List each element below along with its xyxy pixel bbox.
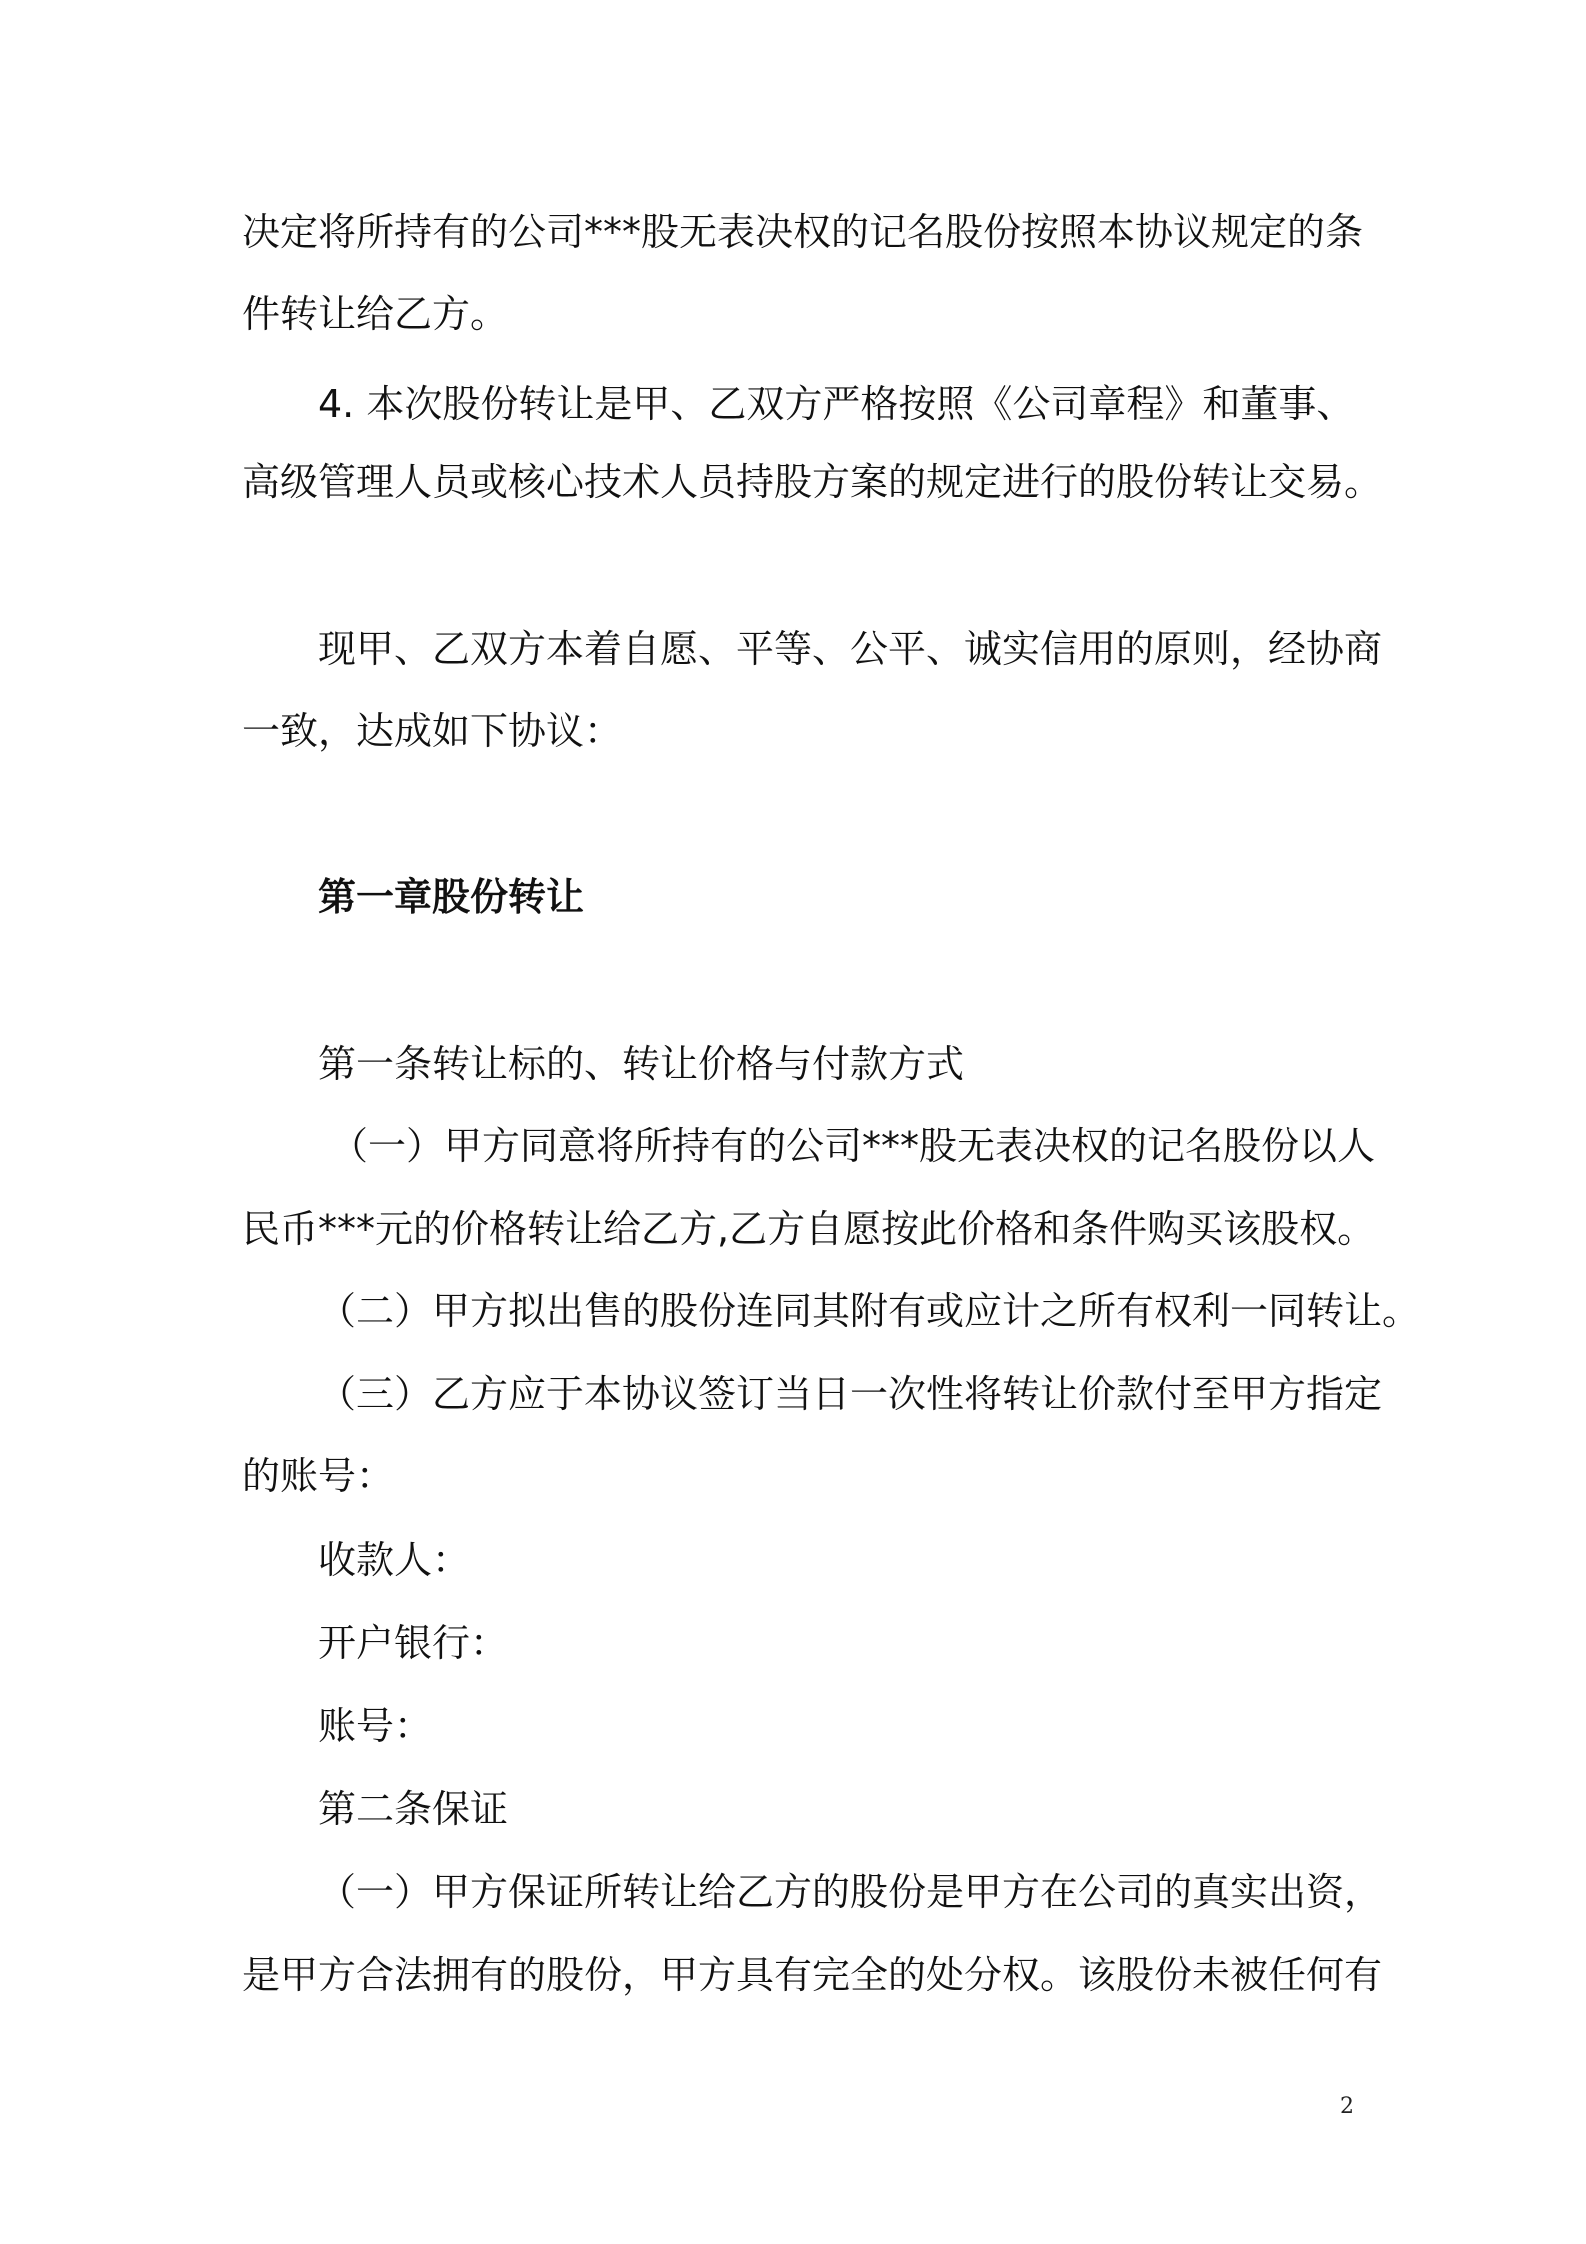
article-heading: 第二条保证: [318, 1787, 509, 1831]
account-label: 账号：: [318, 1704, 433, 1748]
text-line: 民币***元的价格转让给乙方,乙方自愿按此价格和条件购买该股权。: [242, 1207, 1376, 1251]
text-line: 的账号：: [242, 1454, 395, 1498]
text-line: （三）乙方应于本协议签订当日一次性将转让价款付至甲方指定: [318, 1372, 1383, 1416]
article-heading: 第一条转让标的、转让价格与付款方式: [318, 1042, 965, 1086]
text-line: （二）甲方拟出售的股份连同其附有或应计之所有权利一同转让。: [318, 1289, 1421, 1333]
text-line: 件转让给乙方。: [242, 292, 509, 336]
text-line: 高级管理人员或核心技术人员持股方案的规定进行的股份转让交易。: [242, 460, 1383, 504]
text-line: （一）甲方同意将所持有的公司***股无表决权的记名股份以人: [330, 1124, 1376, 1168]
text-line: 决定将所持有的公司***股无表决权的记名股份按照本协议规定的条: [242, 210, 1364, 254]
chapter-heading: 第一章股份转让: [318, 875, 585, 919]
text-line: 4. 本次股份转让是甲、乙双方严格按照《公司章程》和董事、: [318, 382, 1355, 426]
text-line: 现甲、乙双方本着自愿、平等、公平、诚实信用的原则，经协商: [318, 627, 1383, 671]
text-line: （一）甲方保证所转让给乙方的股份是甲方在公司的真实出资，: [318, 1870, 1383, 1914]
page-number: 2: [1340, 2094, 1354, 2119]
text-line: 是甲方合法拥有的股份，甲方具有完全的处分权。该股份未被任何有: [242, 1953, 1383, 1997]
payee-label: 收款人：: [318, 1538, 471, 1582]
bank-label: 开户银行：: [318, 1621, 509, 1665]
text-line: 一致，达成如下协议：: [242, 709, 623, 753]
